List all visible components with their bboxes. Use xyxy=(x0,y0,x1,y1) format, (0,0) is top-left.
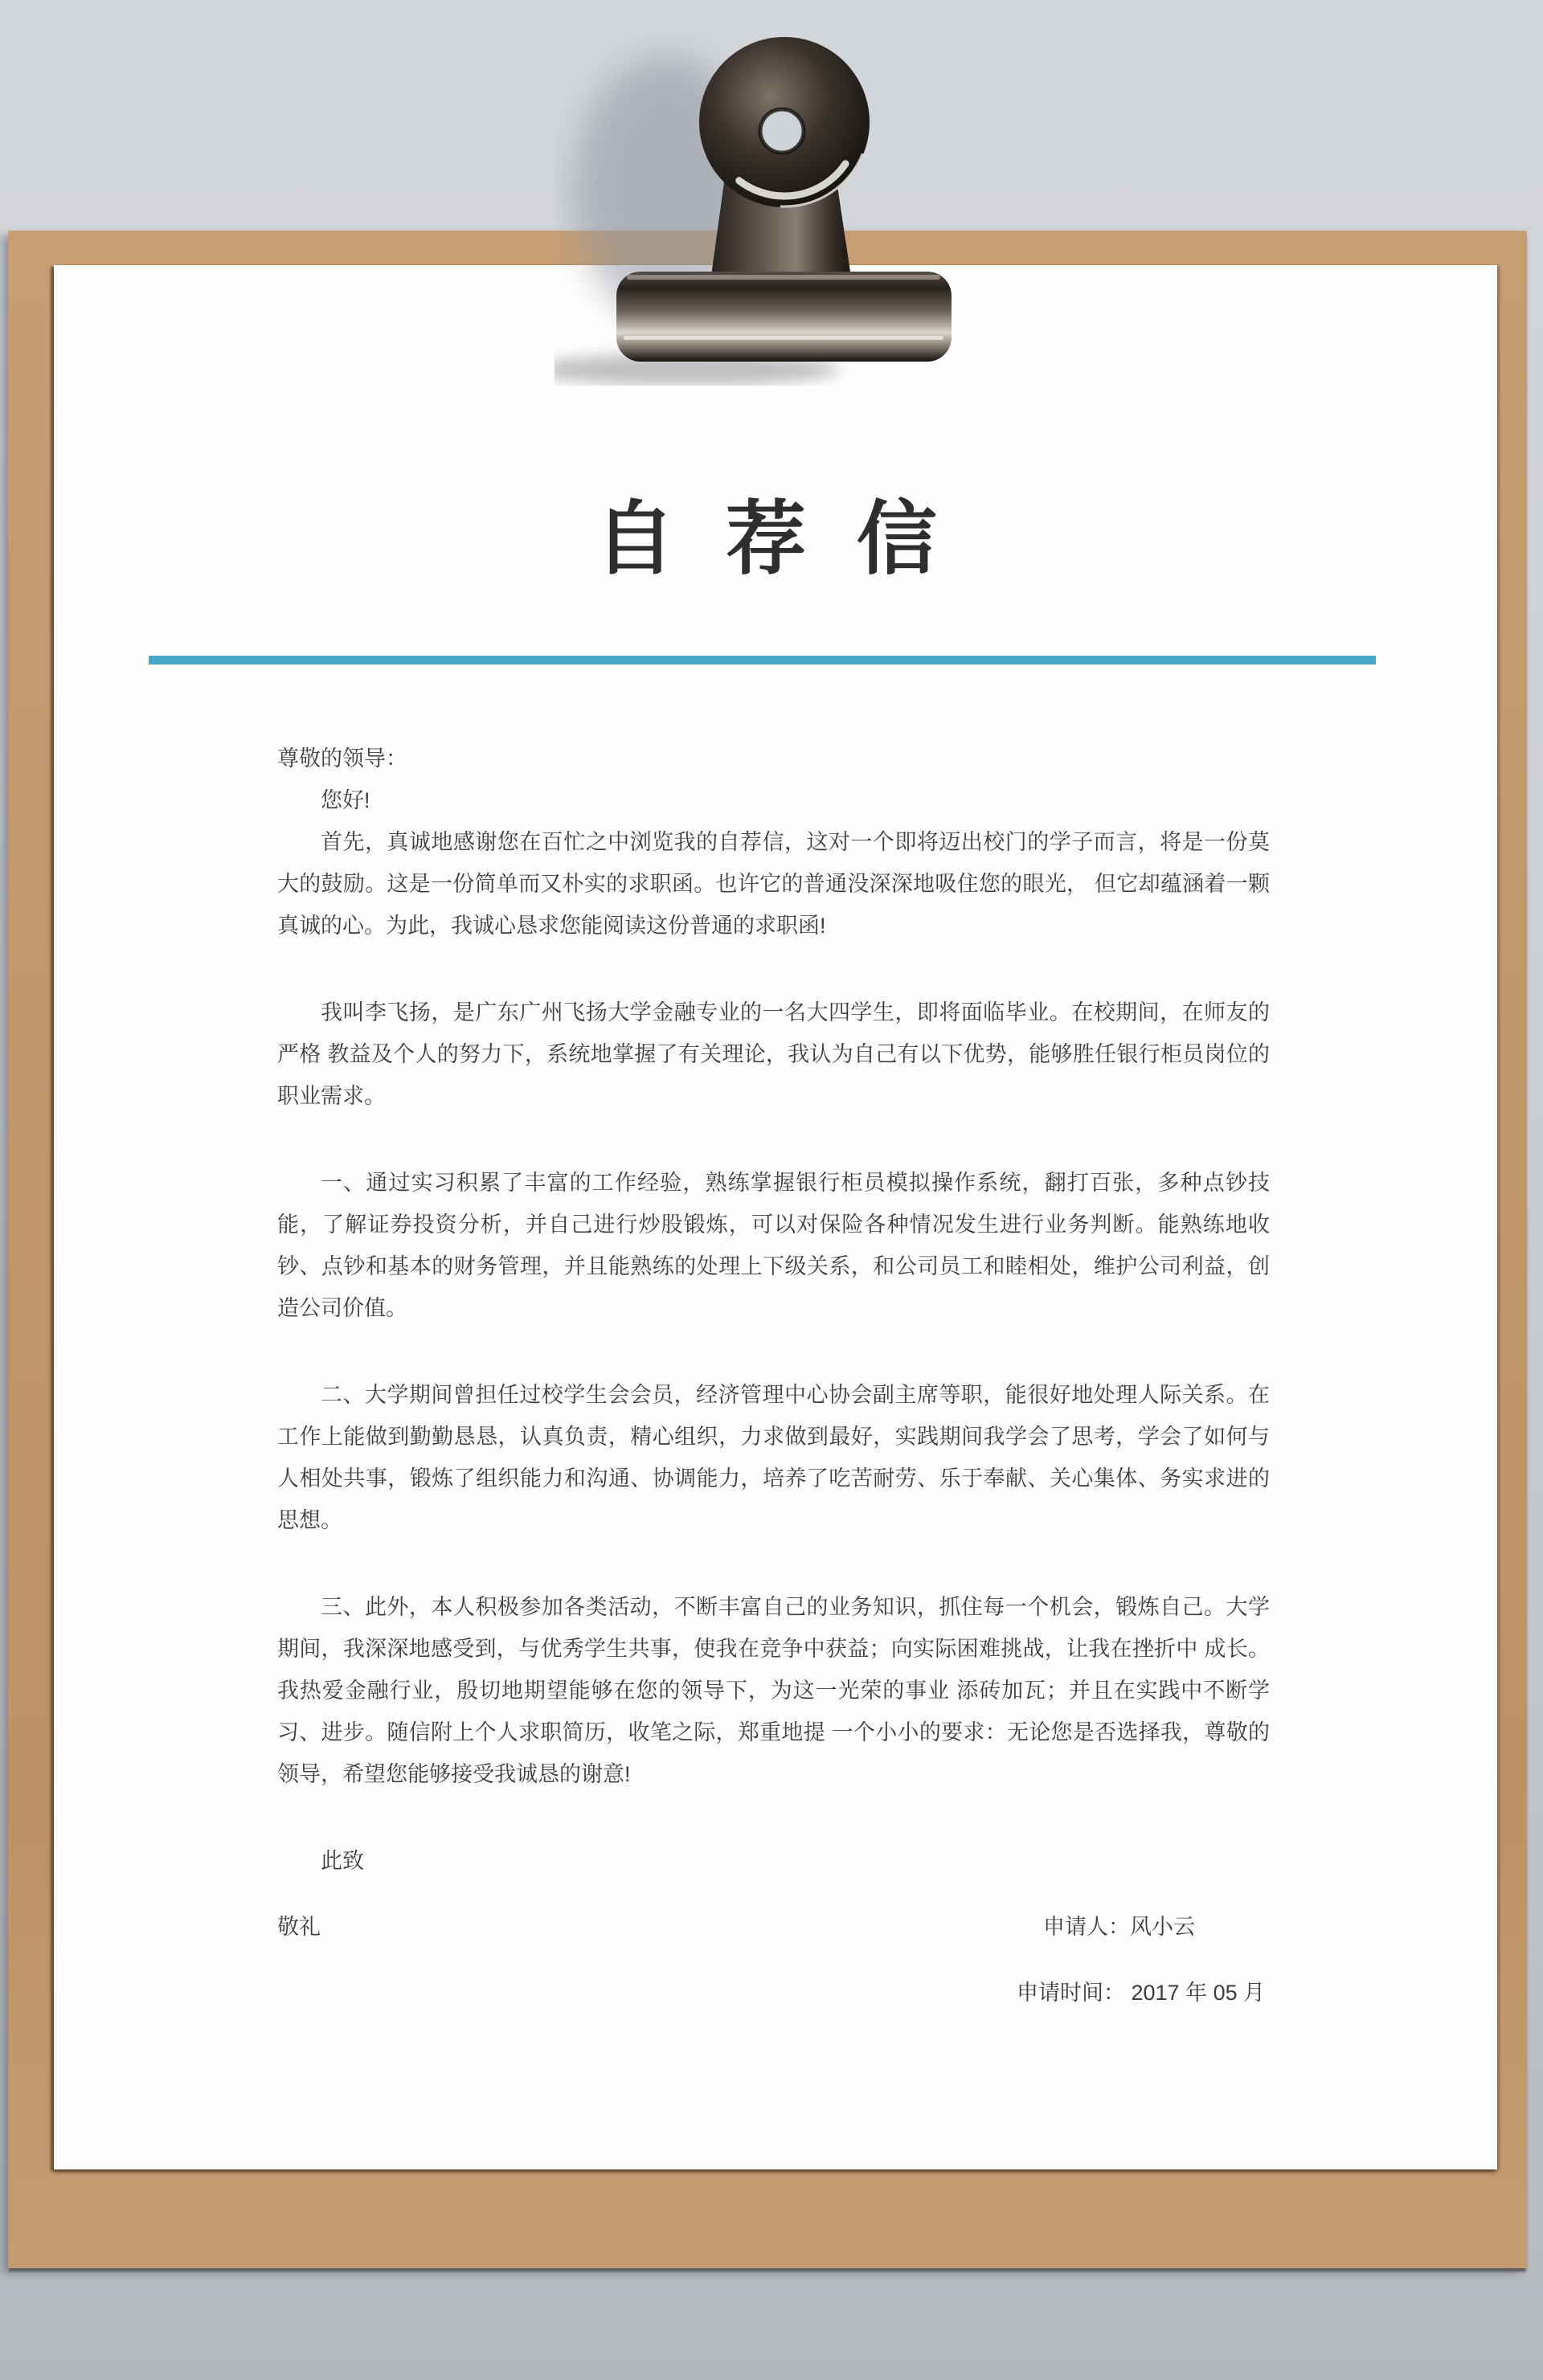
binder-clip-icon xyxy=(555,16,1005,386)
title-divider xyxy=(149,656,1376,665)
closing-text: 此致 xyxy=(321,1849,364,1873)
date-row xyxy=(277,1972,1270,2014)
signature-row xyxy=(277,1906,1270,1948)
clip-bar-topline xyxy=(627,275,940,280)
letter-title: 自 荐 信 xyxy=(595,491,948,586)
clip-bar-bottomline xyxy=(624,336,943,340)
salutation-text: 尊敬的领导： xyxy=(277,746,407,771)
date-text: 申请时间： 2017 年 05 月 xyxy=(1017,1981,1266,2005)
greeting-text: 您好! xyxy=(321,788,370,812)
letter-paragraph-3: 一、通过实习积累了丰富的工作经验，熟练掌握银行柜员模拟操作系统，翻打百张，多种点钞技能，了解证券投资分析，并自己进行炒股锻炼，可以对保险各种情况发生进行业务判断。能熟练地收钞、点钞和基本的财务管理，并且能熟练的处理上下级关系，和公司员工和睦相处，维护公司利益，创造公司价值。 xyxy=(277,1171,1270,1320)
letter-paragraph-1: 首先，真诚地感谢您在百忙之中浏览我的自荐信，这对一个即将迈出校门的学子而言，将是一份莫大的鼓励。这是一份简单而又朴实的求职函。也许它的普通没深深地吸住您的眼光， 但它却蕴涵着一颗真诚的心。为此，我诚心恳求您能阅读这份普通的求职函! xyxy=(277,830,1270,938)
salute-text: 敬礼 xyxy=(277,1915,321,1939)
applicant-text: 申请人：风小云 xyxy=(1043,1915,1195,1939)
letter-paragraph-2: 我叫李飞扬，是广东广州飞扬大学金融专业的一名大四学生，即将面临毕业。在校期间，在师友的严格 教益及个人的努力下，系统地掌握了有关理论，我认为自己有以下优势，能够胜任银行柜员岗位的职业需求。 xyxy=(277,1000,1270,1108)
clip-bar xyxy=(616,272,952,362)
letter-body xyxy=(277,738,1270,2014)
letter-paragraph-4: 二、大学期间曾担任过校学生会会员，经济管理中心协会副主席等职，能很好地处理人际关系。在工作上能做到勤勤恳恳，认真负责，精心组织，力求做到最好，实践期间我学会了思考，学会了如何与人相处共事，锻炼了组织能力和沟通、协调能力，培养了吃苦耐劳、乐于奉献、关心集体、务实求进的思想。 xyxy=(277,1383,1270,1532)
letter-paragraph-5: 三、此外，本人积极参加各类活动，不断丰富自己的业务知识，抓住每一个机会，锻炼自己。大学期间，我深深地感受到，与优秀学生共事，使我在竞争中获益；向实际困难挑战，让我在挫折中 成长。我热爱金融行业，殷切地期望能够在您的领导下，为这一光荣的事业 添砖加瓦；并且在实践中不断学习、进步。随信附上个人求职简历，收笔之际，郑重地提 一个小小的要求：无论您是否选择我，尊敬的领导，希望您能够接受我诚恳的谢意! xyxy=(277,1595,1270,1786)
